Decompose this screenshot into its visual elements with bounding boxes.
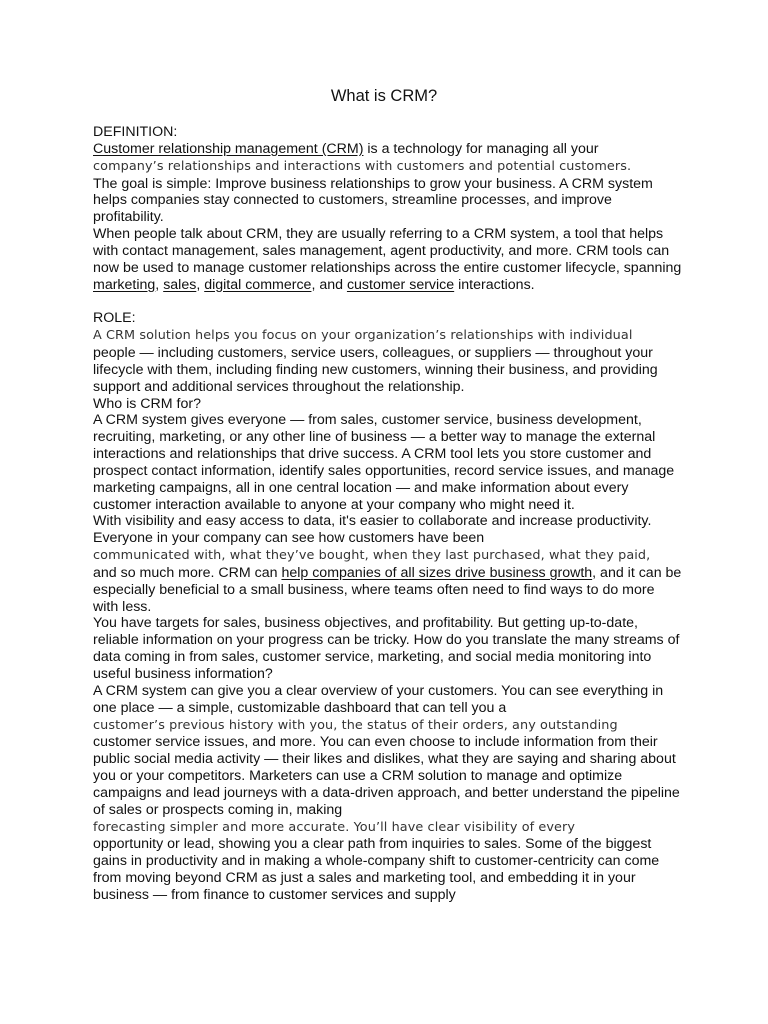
customer-service-link[interactable]: customer service xyxy=(346,276,455,293)
text-span: , and xyxy=(311,276,347,293)
text-span: is a technology for managing all your xyxy=(363,140,599,157)
role-paragraph-3 xyxy=(93,513,683,615)
definition-paragraph-1 xyxy=(93,141,683,226)
text-span: company’s relationships and interactions with customers and potential customers. xyxy=(93,158,632,174)
text-span: The goal is simple: Improve business relationships to grow your business. A CRM system helps companies stay connected to customers, streamline processes, and improve profitability. xyxy=(93,175,653,226)
role-paragraph-2: A CRM system gives everyone — from sales, customer service, business development, recruiting, marketing, or any other line of business — a better way to manage the external interactions and relationships that drive success. A CRM tool lets you store customer and prospect contact information, identify sales opportunities, record service issues, and manage marketing campaigns, all in one central location — and make information about every customer interaction available to anyone at your company who might need it. xyxy=(93,412,675,513)
page-title: What is CRM? xyxy=(330,87,438,105)
text-span: interactions. xyxy=(454,276,535,293)
text-span: When people talk about CRM, they are usually referring to a CRM system, a tool that helps with contact management, sales management, agent productivity, and more. CRM tools can now be used to manage customer relationships across the entire customer lifecycle, spanning xyxy=(93,226,682,276)
sales-link[interactable]: sales xyxy=(163,276,197,293)
text-span: , xyxy=(155,276,164,293)
digital-commerce-link[interactable]: digital commerce xyxy=(204,276,312,293)
text-span: , and it can be especially beneficial to a small business, where teams often need to find ways to do more with less. xyxy=(93,564,682,615)
definition-paragraph-2 xyxy=(93,226,683,293)
text-span: forecasting simpler and more accurate. You’ll have clear visibility of every xyxy=(93,819,576,835)
text-span: customer’s previous history with you, the status of their orders, any outstanding xyxy=(93,717,618,733)
text-span: opportunity or lead, showing you a clear path from inquiries to sales. Some of the biggest gains in productivity and in making a whole-company shift to customer-centricity can come from moving beyond CRM as just a sales and marketing tool, and embedding it in your business — from finance to customer services and supply xyxy=(93,836,660,903)
text-span: communicated with, what they’ve bought, when they last purchased, what they paid, xyxy=(93,548,651,564)
text-span: and so much more. CRM can xyxy=(93,564,282,581)
text-span: customer service issues, and more. You can even choose to include information from their public social media activity — their likes and dislikes, what they are saying and sharing about you or your competitors. Marketers can use a CRM solution to manage and optimize campaigns and lead journeys with a data-driven approach, and better understand the pipeline of sales or prospects coming in, making xyxy=(93,734,680,818)
role-paragraph-5 xyxy=(93,683,683,904)
who-is-crm-for-heading: Who is CRM for? xyxy=(93,395,201,412)
text-span: , xyxy=(196,276,205,293)
document-body xyxy=(93,124,683,904)
crm-definition-link[interactable]: Customer relationship management (CRM) xyxy=(93,140,364,157)
definition-heading: DEFINITION: xyxy=(93,124,178,140)
role-heading: ROLE: xyxy=(93,310,136,327)
text-span: A CRM system can give you a clear overview of your customers. You can see everything in one place — a simple, customizable dashboard that can tell you a xyxy=(93,682,664,716)
text-span: A CRM solution helps you focus on your organization’s relationships with individual xyxy=(93,328,633,344)
marketing-link[interactable]: marketing xyxy=(93,276,156,293)
text-span: With visibility and easy access to data, it's easier to collaborate and increase productivity. Everyone in your company can see how customers have been xyxy=(93,513,652,547)
role-paragraph-4: You have targets for sales, business objectives, and profitability. But getting up-to-date, reliable information on your progress can be tricky. How do you translate the many streams of data coming in from sales, customer service, marketing, and social media monitoring into useful business information? xyxy=(93,615,680,682)
text-span: people — including customers, service users, colleagues, or suppliers — throughout your lifecycle with them, including finding new customers, winning their business, and providing support and additional services throughout the relationship. xyxy=(93,344,658,395)
business-growth-link[interactable]: help companies of all sizes drive business growth xyxy=(281,564,593,581)
paragraph-gap xyxy=(93,293,683,310)
role-paragraph-1 xyxy=(93,327,683,395)
